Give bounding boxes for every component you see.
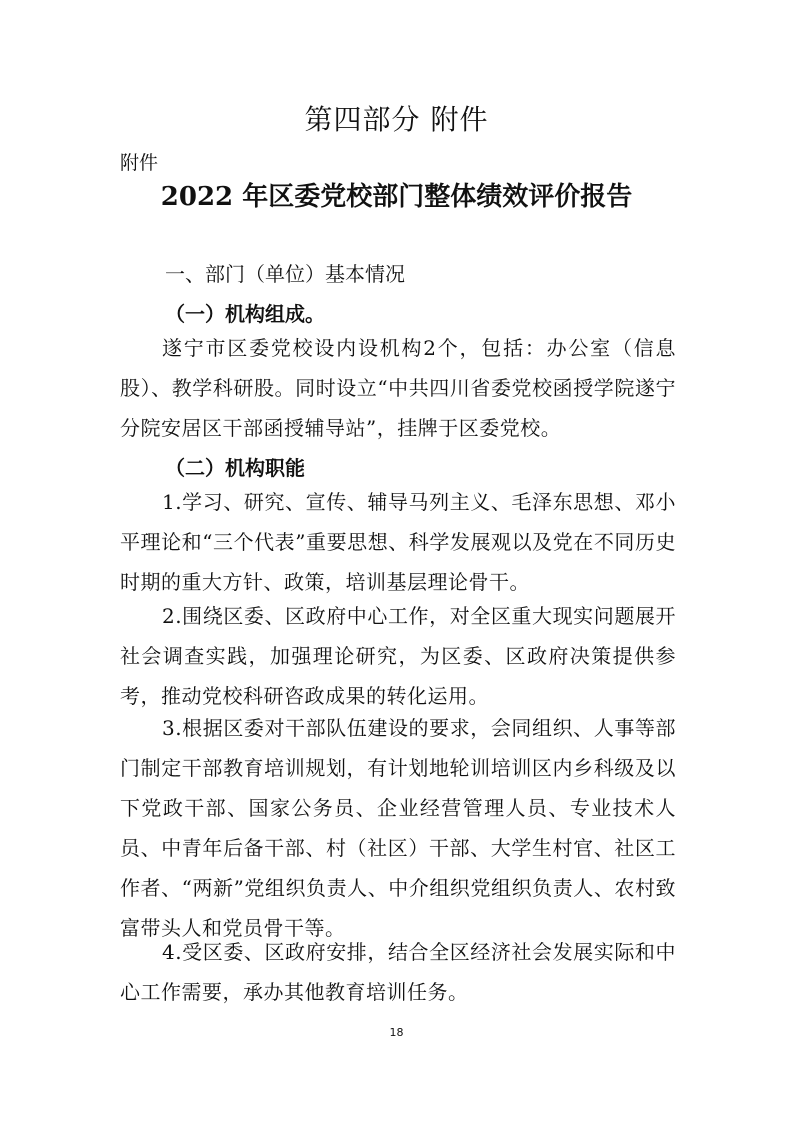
attachment-label: 附件 [120,152,159,174]
subsection-heading-organization: （一）机构组成。 [165,302,325,326]
function-item-2: 2.围绕区委、区政府中心工作，对全区重大现实问题展开社会调查实践，加强理论研究，为区委、区政府决策提供参考，推动党校科研咨政成果的转化运用。 [120,604,676,708]
function-item-3: 3.根据区委对干部队伍建设的要求，会同组织、人事等部门制定干部教育培训规划，有计划地轮训培训区内乡科级及以下党政干部、国家公务员、企业经营管理人员、专业技术人员、中青年后备干部、村（社区）干部、大学生村官、社区工作者、“两新”党组织负责人、中介组织党组织负责人、农村致富带头人和党员骨干等。 [120,716,676,940]
function-item-1: 1.学习、研究、宣传、辅导马列主义、毛泽东思想、邓小平理论和“三个代表”重要思想、科学发展观以及党在不同历史时期的重大方针、政策，培训基层理论骨干。 [120,490,676,594]
part-title: 第四部分 附件 [304,103,489,136]
report-title: 2022 年区委党校部门整体绩效评价报告 [160,182,633,212]
page-number: 18 [389,1026,404,1039]
subsection-heading-functions: （二）机构职能 [165,456,305,480]
paragraph-organization: 遂宁市区委党校设内设机构2个，包括：办公室（信息股）、教学科研股。同时设立“中共四川省委党校函授学院遂宁分院安居区干部函授辅导站”，挂牌于区委党校。 [120,336,676,440]
section-heading-basic-info: 一、部门（单位）基本情况 [165,262,405,286]
function-item-4: 4.受区委、区政府安排，结合全区经济社会发展实际和中心工作需要，承办其他教育培训任务。 [120,940,676,1004]
